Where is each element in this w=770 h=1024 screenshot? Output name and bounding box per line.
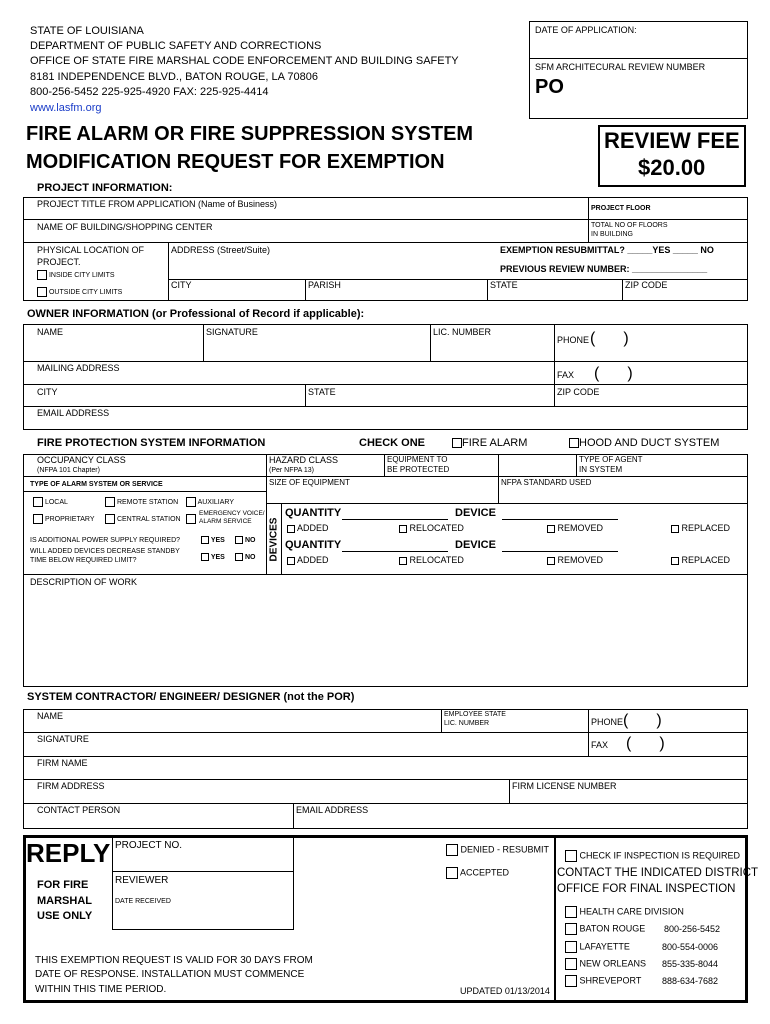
city-field[interactable]: CITY bbox=[171, 280, 192, 290]
reply-sub-1: FOR FIRE bbox=[37, 879, 89, 891]
replaced-option-1[interactable]: REPLACED bbox=[671, 524, 730, 533]
inspection-required-checkbox[interactable] bbox=[565, 850, 577, 862]
outside-city-checkbox[interactable] bbox=[37, 287, 47, 297]
contractor-name-field[interactable]: NAME bbox=[37, 711, 64, 721]
baton-rouge-checkbox[interactable] bbox=[565, 923, 577, 935]
office-shreveport-phone: 888-634-7682 bbox=[662, 976, 719, 986]
inside-city-limits-option[interactable]: INSIDE CITY LIMITS bbox=[37, 270, 115, 280]
physical-location-label-1: PHYSICAL LOCATION OF bbox=[37, 245, 145, 255]
total-floors-label-1[interactable]: TOTAL NO OF FLOORS bbox=[591, 222, 668, 229]
relocated-option-1[interactable]: RELOCATED bbox=[399, 524, 464, 533]
emergency-voice-checkbox[interactable] bbox=[186, 514, 196, 524]
contact-district-line-1: CONTACT THE INDICATED DISTRICT bbox=[557, 867, 759, 879]
owner-info-table bbox=[23, 324, 748, 430]
accepted-checkbox[interactable] bbox=[446, 867, 458, 879]
form-title-line-1: FIRE ALARM OR FIRE SUPPRESSION SYSTEM bbox=[26, 123, 474, 145]
owner-signature-field[interactable]: SIGNATURE bbox=[206, 327, 258, 337]
remote-station-option[interactable]: REMOTE STATION bbox=[105, 497, 178, 507]
replaced-checkbox-2[interactable] bbox=[671, 557, 679, 565]
owner-phone-field[interactable]: PHONE( ) bbox=[557, 330, 629, 347]
relocated-checkbox-2[interactable] bbox=[399, 557, 407, 565]
inside-city-checkbox[interactable] bbox=[37, 270, 47, 280]
outside-city-limits-option[interactable]: OUTSIDE CITY LIMITS bbox=[37, 287, 122, 297]
project-floor-field[interactable]: PROJECT FLOOR bbox=[591, 205, 651, 212]
header-line-3: OFFICE OF STATE FIRE MARSHAL CODE ENFORCEMENT AND BUILDING SAFETY bbox=[30, 55, 459, 67]
reply-date-received-field[interactable]: DATE RECEIVED bbox=[115, 898, 171, 905]
agent-type-label-1[interactable]: TYPE OF AGENT bbox=[579, 455, 643, 464]
power-supply-question: IS ADDITIONAL POWER SUPPLY REQUIRED? bbox=[30, 537, 181, 544]
header-line-1: STATE OF LOUISIANA bbox=[30, 25, 144, 37]
office-new-orleans[interactable]: NEW ORLEANS bbox=[565, 958, 646, 970]
local-option[interactable]: LOCAL bbox=[33, 497, 68, 507]
hood-duct-option[interactable]: HOOD AND DUCT SYSTEM bbox=[569, 438, 719, 449]
updated-date: UPDATED 01/13/2014 bbox=[460, 986, 550, 996]
standby-yes[interactable]: YES bbox=[201, 553, 225, 561]
owner-email-field[interactable]: EMAIL ADDRESS bbox=[37, 408, 110, 418]
reply-title: REPLY bbox=[26, 838, 111, 868]
power-yes-checkbox[interactable] bbox=[201, 536, 209, 544]
removed-option-2[interactable]: REMOVED bbox=[547, 556, 603, 565]
standby-question-2: TIME BELOW REQUIRED LIMIT? bbox=[30, 557, 137, 564]
standby-no[interactable]: NO bbox=[235, 553, 255, 561]
zip-field[interactable]: ZIP CODE bbox=[625, 280, 668, 290]
auxiliary-option[interactable]: AUXILIARY bbox=[186, 497, 234, 507]
description-of-work-field[interactable]: DESCRIPTION OF WORK bbox=[30, 577, 138, 587]
reply-sub-2: MARSHAL bbox=[37, 895, 92, 907]
added-checkbox-1[interactable] bbox=[287, 525, 295, 533]
proprietary-option[interactable]: PROPRIETARY bbox=[33, 514, 94, 524]
contact-district-line-2: OFFICE FOR FINAL INSPECTION bbox=[557, 883, 736, 895]
firm-name-field[interactable]: FIRM NAME bbox=[37, 758, 88, 768]
contractor-signature-field[interactable]: SIGNATURE bbox=[37, 734, 89, 744]
alarm-type-label: TYPE OF ALARM SYSTEM OR SERVICE bbox=[30, 481, 163, 488]
removed-checkbox-1[interactable] bbox=[547, 525, 555, 533]
hazard-class-field[interactable]: HAZARD CLASS bbox=[269, 455, 339, 465]
proprietary-checkbox[interactable] bbox=[33, 514, 43, 524]
auxiliary-checkbox[interactable] bbox=[186, 497, 196, 507]
date-of-application-label: DATE OF APPLICATION: bbox=[535, 25, 637, 35]
emergency-voice-option[interactable] bbox=[186, 511, 196, 529]
agent-type-label-2: IN SYSTEM bbox=[579, 465, 623, 474]
reply-sub-3: USE ONLY bbox=[37, 910, 93, 922]
quantity-label-2: QUANTITY bbox=[285, 539, 342, 551]
fire-alarm-checkbox[interactable] bbox=[452, 438, 462, 448]
owner-fax-field[interactable]: FAX ( ) bbox=[557, 365, 633, 382]
contractor-fax-field[interactable]: FAX ( ) bbox=[591, 735, 665, 752]
inspection-required-option[interactable]: CHECK IF INSPECTION IS REQUIRED bbox=[565, 850, 740, 862]
lafayette-checkbox[interactable] bbox=[565, 941, 577, 953]
size-of-equipment-field[interactable]: SIZE OF EQUIPMENT bbox=[269, 478, 350, 487]
added-checkbox-2[interactable] bbox=[287, 557, 295, 565]
hazard-class-sub: (Per NFPA 13) bbox=[269, 467, 314, 474]
physical-location-label-2: PROJECT. bbox=[37, 257, 81, 267]
central-station-option[interactable]: CENTRAL STATION bbox=[105, 514, 181, 524]
review-fee-value: $20.00 bbox=[638, 155, 706, 180]
devices-vertical-label: DEVICES bbox=[268, 517, 280, 562]
fire-alarm-option[interactable]: FIRE ALARM bbox=[452, 438, 527, 449]
hood-duct-checkbox[interactable] bbox=[569, 438, 579, 448]
office-health-care[interactable]: HEALTH CARE DIVISION bbox=[565, 906, 684, 918]
reply-project-no-field[interactable]: PROJECT NO. bbox=[115, 840, 183, 851]
office-shreveport[interactable]: SHREVEPORT bbox=[565, 975, 641, 987]
owner-city-field[interactable]: CITY bbox=[37, 387, 58, 397]
owner-info-heading: OWNER INFORMATION (or Professional of Record if applicable): bbox=[27, 308, 365, 320]
review-fee-label: REVIEW FEE bbox=[604, 128, 740, 153]
validity-line-1: THIS EXEMPTION REQUEST IS VALID FOR 30 DAYS FROM bbox=[35, 955, 313, 966]
validity-line-3: WITHIN THIS TIME PERIOD. bbox=[35, 984, 167, 995]
owner-name-field[interactable]: NAME bbox=[37, 327, 64, 337]
check-one-label: CHECK ONE bbox=[359, 437, 426, 449]
total-floors-label-2: IN BUILDING bbox=[591, 231, 634, 238]
health-care-checkbox[interactable] bbox=[565, 906, 577, 918]
standby-no-checkbox[interactable] bbox=[235, 553, 243, 561]
state-field[interactable]: STATE bbox=[490, 280, 518, 290]
firm-license-field[interactable]: FIRM LICENSE NUMBER bbox=[512, 781, 617, 791]
removed-option-1[interactable]: REMOVED bbox=[547, 524, 603, 533]
reply-reviewer-field[interactable]: REVIEWER bbox=[115, 875, 169, 886]
office-lafayette[interactable]: LAFAYETTE bbox=[565, 941, 630, 953]
added-option-1[interactable]: ADDED bbox=[287, 524, 329, 533]
parish-field[interactable]: PARISH bbox=[308, 280, 341, 290]
header-line-4: 8181 INDEPENDENCE BLVD., BATON ROUGE, LA 70806 bbox=[30, 71, 318, 83]
website-link[interactable]: www.lasfm.org bbox=[30, 102, 102, 114]
building-name-field[interactable]: NAME OF BUILDING/SHOPPING CENTER bbox=[37, 222, 213, 232]
denied-resubmit-checkbox[interactable] bbox=[446, 844, 458, 856]
quantity-label-1: QUANTITY bbox=[285, 507, 342, 519]
contractor-phone-field[interactable]: PHONE( ) bbox=[591, 712, 662, 729]
header-line-5: 800-256-5452 225-925-4920 FAX: 225-925-4414 bbox=[30, 86, 269, 98]
contact-person-field[interactable]: CONTACT PERSON bbox=[37, 805, 121, 815]
project-title-field[interactable]: PROJECT TITLE FROM APPLICATION (Name of Business) bbox=[37, 199, 278, 209]
office-new-orleans-phone: 855-335-8044 bbox=[662, 959, 719, 969]
removed-checkbox-2[interactable] bbox=[547, 557, 555, 565]
validity-line-2: DATE OF RESPONSE. INSTALLATION MUST COMMENCE bbox=[35, 969, 305, 980]
address-field[interactable]: ADDRESS (Street/Suite) bbox=[171, 245, 271, 255]
owner-zip-field[interactable]: ZIP CODE bbox=[557, 387, 600, 397]
relocated-checkbox-1[interactable] bbox=[399, 525, 407, 533]
office-baton-rouge[interactable]: BATON ROUGE bbox=[565, 923, 645, 935]
remote-station-checkbox[interactable] bbox=[105, 497, 115, 507]
exemption-resubmittal[interactable]: EXEMPTION RESUBMITTAL? _____YES _____ NO bbox=[500, 245, 714, 255]
firm-address-field[interactable]: FIRM ADDRESS bbox=[37, 781, 105, 791]
accepted-option[interactable]: ACCEPTED bbox=[446, 867, 509, 879]
employee-lic-label-2: LIC. NUMBER bbox=[444, 720, 490, 727]
previous-review-number[interactable]: PREVIOUS REVIEW NUMBER: _______________ bbox=[500, 264, 708, 274]
review-number-label: SFM ARCHITECURAL REVIEW NUMBER bbox=[535, 62, 706, 72]
denied-resubmit-option[interactable]: DENIED - RESUBMIT bbox=[446, 844, 549, 856]
contractor-email-field[interactable]: EMAIL ADDRESS bbox=[296, 805, 369, 815]
emergency-voice-label-1: EMERGENCY VOICE/ bbox=[199, 510, 265, 517]
header-line-2: DEPARTMENT OF PUBLIC SAFETY AND CORRECTIONS bbox=[30, 40, 322, 52]
equipment-protected-label-2: BE PROTECTED bbox=[387, 465, 450, 474]
added-option-2[interactable]: ADDED bbox=[287, 556, 329, 565]
relocated-option-2[interactable]: RELOCATED bbox=[399, 556, 464, 565]
power-supply-no[interactable]: NO bbox=[235, 536, 255, 544]
power-no-checkbox[interactable] bbox=[235, 536, 243, 544]
review-number-value[interactable]: PO bbox=[535, 76, 564, 98]
shreveport-checkbox[interactable] bbox=[565, 975, 577, 987]
nfpa-standard-field[interactable]: NFPA STANDARD USED bbox=[501, 478, 592, 487]
occupancy-class-sub: (NFPA 101 Chapter) bbox=[37, 467, 100, 474]
standby-yes-checkbox[interactable] bbox=[201, 553, 209, 561]
local-checkbox[interactable] bbox=[33, 497, 43, 507]
occupancy-class-field[interactable]: OCCUPANCY CLASS bbox=[37, 455, 126, 465]
equipment-protected-label-1[interactable]: EQUIPMENT TO bbox=[387, 455, 448, 464]
power-supply-yes[interactable]: YES bbox=[201, 536, 225, 544]
replaced-option-2[interactable]: REPLACED bbox=[671, 556, 730, 565]
office-baton-rouge-phone: 800-256-5452 bbox=[664, 924, 721, 934]
standby-question-1: WILL ADDED DEVICES DECREASE STANDBY bbox=[30, 548, 180, 555]
device-label-2: DEVICE bbox=[455, 539, 496, 551]
replaced-checkbox-1[interactable] bbox=[671, 525, 679, 533]
fire-protection-heading: FIRE PROTECTION SYSTEM INFORMATION bbox=[37, 437, 266, 449]
emergency-voice-label-2: ALARM SERVICE bbox=[199, 518, 252, 525]
contractor-heading: SYSTEM CONTRACTOR/ ENGINEER/ DESIGNER (not the POR) bbox=[27, 691, 355, 703]
fire-protection-table bbox=[23, 454, 748, 687]
owner-state-field[interactable]: STATE bbox=[308, 387, 336, 397]
form-title-line-2: MODIFICATION REQUEST FOR EXEMPTION bbox=[26, 151, 445, 173]
owner-mailing-field[interactable]: MAILING ADDRESS bbox=[37, 363, 120, 373]
device-label-1: DEVICE bbox=[455, 507, 496, 519]
office-lafayette-phone: 800-554-0006 bbox=[662, 942, 719, 952]
employee-lic-label-1[interactable]: EMPLOYEE STATE bbox=[444, 711, 506, 718]
project-info-heading: PROJECT INFORMATION: bbox=[37, 182, 173, 194]
owner-lic-field[interactable]: LIC. NUMBER bbox=[433, 327, 492, 337]
central-station-checkbox[interactable] bbox=[105, 514, 115, 524]
new-orleans-checkbox[interactable] bbox=[565, 958, 577, 970]
